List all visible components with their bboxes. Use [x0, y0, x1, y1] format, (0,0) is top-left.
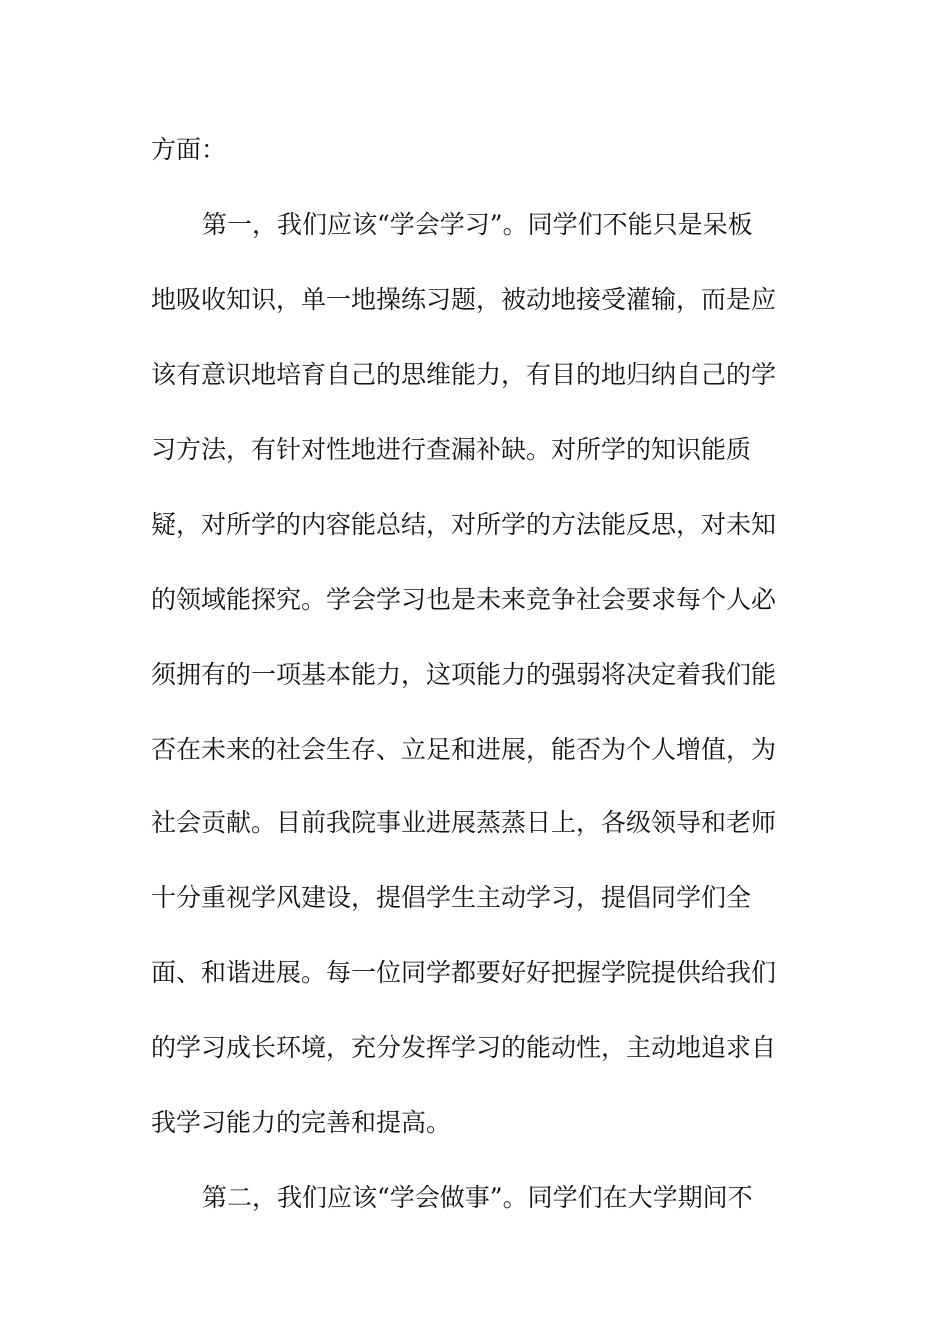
text-line: 的学习成长环境，充分发挥学习的能动性，主动地追求自 [151, 1033, 777, 1062]
text-line: 社会贡献。目前我院事业进展蒸蒸日上，各级领导和老师 [151, 808, 777, 837]
text-line: 方面： [151, 135, 227, 164]
text-line: 疑，对所学的内容能总结，对所学的方法能反思，对未知 [151, 510, 777, 539]
text-line: 须拥有的一项基本能力，这项能力的强弱将决定着我们能 [151, 660, 777, 689]
text-line: 十分重视学风建设，提倡学生主动学习，提倡同学们全 [151, 883, 752, 912]
paragraph-first-line: 第二，我们应该“学会做事”。同学们在大学期间不 [202, 1183, 753, 1212]
text-line: 该有意识地培育自己的思维能力，有目的地归纳自己的学 [151, 360, 777, 389]
text-line: 我学习能力的完善和提高。 [151, 1108, 452, 1137]
text-line: 习方法，有针对性地进行查漏补缺。对所学的知识能质 [151, 435, 752, 464]
text-line: 的领域能探究。学会学习也是未来竞争社会要求每个人必 [151, 585, 777, 614]
paragraph-first-line: 第一，我们应该“学会学习”。同学们不能只是呆板 [202, 210, 753, 239]
text-line: 否在未来的社会生存、立足和进展，能否为个人增值，为 [151, 735, 777, 764]
text-line: 面、和谐进展。每一位同学都要好好把握学院提供给我们 [151, 958, 777, 987]
text-line: 地吸收知识，单一地操练习题，被动地接受灌输，而是应 [151, 285, 777, 314]
